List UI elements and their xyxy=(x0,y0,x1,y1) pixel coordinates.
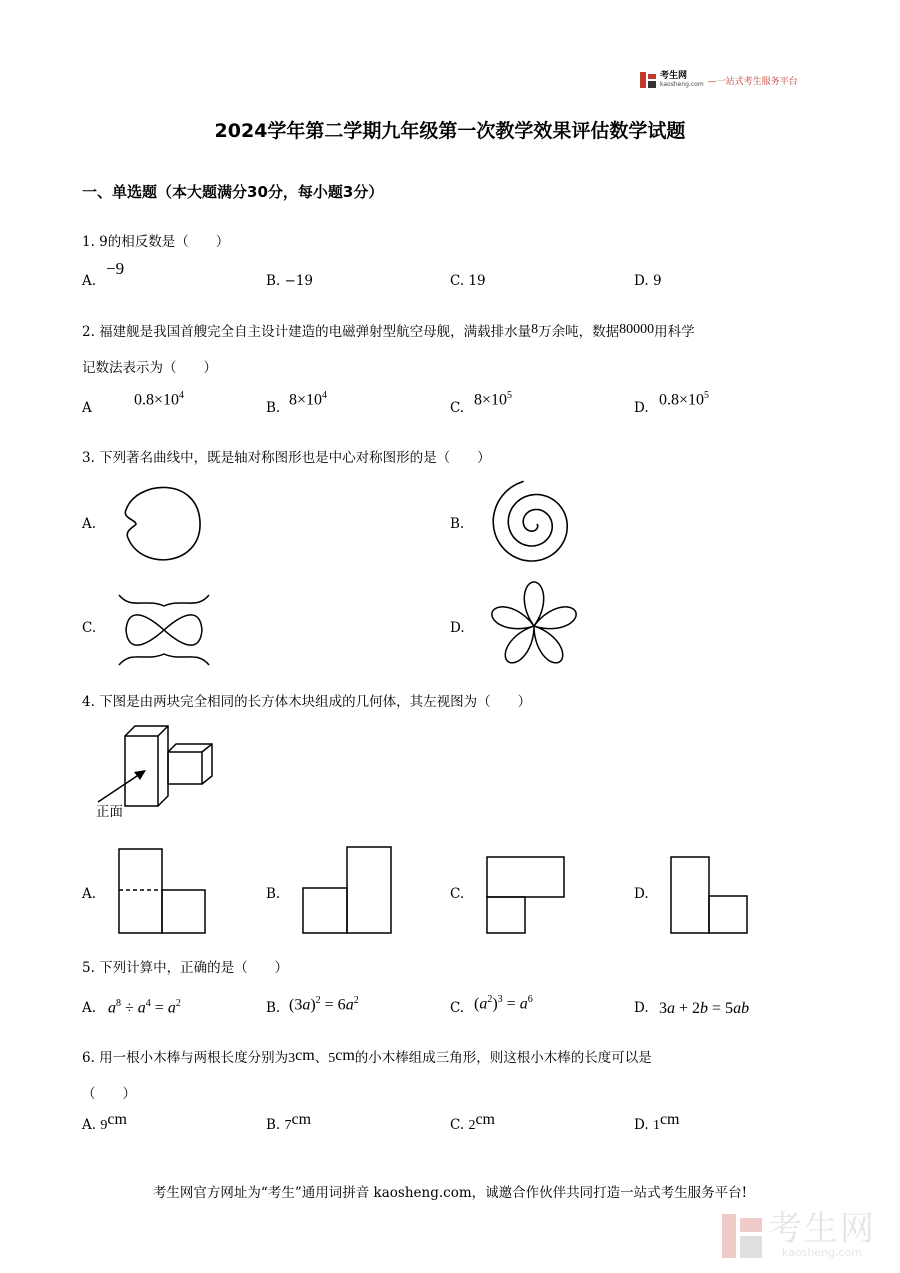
q4-option-d-figure xyxy=(670,856,750,936)
q2-option-a-label: A xyxy=(82,400,92,416)
q2-option-b-value: $8\times 10^4$ xyxy=(289,390,328,409)
q3-flower-figure xyxy=(486,580,582,672)
q2-option-d-value: $0.8\times 10^5$ xyxy=(659,390,710,409)
q4-option-b-figure xyxy=(302,846,394,936)
brand-text xyxy=(660,72,704,88)
q3-spiral-figure xyxy=(486,478,582,570)
q4-option-a-label: A. xyxy=(82,886,97,902)
q2-option-a-value: $0.8\times 10^4$ xyxy=(134,390,185,409)
q3-stem: 3. 下列著名曲线中，既是轴对称图形也是中心对称图形的是（ ） xyxy=(82,450,491,466)
q5-stem: 5. 下列计算中，正确的是（ ） xyxy=(82,960,289,976)
watermark xyxy=(722,1209,876,1259)
q1-option-d: D. 9 xyxy=(634,273,662,289)
q6-option-d: D. 1cm xyxy=(634,1111,680,1133)
q4-option-d-label: D. xyxy=(634,886,649,902)
q5-option-d-expr: 3a + 2b = 5ab xyxy=(659,1000,750,1017)
q4-option-a-figure xyxy=(118,848,208,936)
q5-option-a-expr: $a^8 \div a^4 = a^2$ xyxy=(108,998,181,1017)
q5-option-c-expr: $(a^2)^3 = a^6$ xyxy=(474,994,533,1013)
q4-front-label: 正面 xyxy=(96,804,123,820)
q4-option-b-label: B. xyxy=(266,886,281,902)
watermark-text xyxy=(768,1209,876,1259)
q4-option-c-figure xyxy=(486,856,566,936)
footer-notice: 考生网官方网址为“考生”通用词拼音 kaosheng.com，诚邀合作伙伴共同打造一站式考生服务平台! xyxy=(152,1185,748,1201)
q6-stem-line2: （ ） xyxy=(82,1086,136,1102)
q1-option-b: B. −19 xyxy=(266,273,314,289)
q2-option-d-label: D. xyxy=(634,400,649,416)
q3-cardioid-figure xyxy=(118,480,208,570)
watermark-name: 考生网 xyxy=(768,1209,876,1249)
q1-option-c: C. 19 xyxy=(450,273,486,289)
page-title: 2024学年第二学期九年级第一次教学效果评估数学试题 xyxy=(214,120,686,142)
q3-lemniscate-figure xyxy=(116,592,212,668)
q4-stem: 4. 下图是由两块完全相同的长方体木块组成的几何体，其左视图为（ ） xyxy=(82,694,532,710)
q6-option-c: C. 2cm xyxy=(450,1111,495,1133)
brand-domain: kaosheng.com xyxy=(660,81,704,88)
brand-slogan: —一站式考生服务平台 xyxy=(707,76,798,87)
q2-option-c-value: $8\times 10^5$ xyxy=(474,390,513,409)
q5-option-b-label: B. xyxy=(266,1000,281,1016)
q3-option-c-label: C. xyxy=(82,620,97,636)
q5-option-d-label: D. xyxy=(634,1000,649,1016)
q1-option-a-value: −9 xyxy=(106,259,125,278)
q2-stem-line2: 记数法表示为（ ） xyxy=(82,360,217,376)
brand-name: 考生网 xyxy=(660,71,688,81)
q1-option-a-label: A. xyxy=(82,273,97,289)
q6-option-a: A. 9cm xyxy=(82,1111,127,1133)
q2-option-b-label: B. xyxy=(266,400,281,416)
q6-stem-line1: 6. 用一根小木棒与两根长度分别为3cm、5cm的小木棒组成三角形，则这根小木棒的长度可以是 xyxy=(82,1047,652,1066)
q2-option-c-label: C. xyxy=(450,400,465,416)
watermark-logo-icon xyxy=(722,1214,762,1258)
q4-option-c-label: C. xyxy=(450,886,465,902)
q5-option-a-label: A. xyxy=(82,1000,97,1016)
q6-option-b: B. 7cm xyxy=(266,1111,312,1133)
watermark-domain: kaosheng.com xyxy=(781,1246,863,1259)
section-heading: 一、单选题（本大题满分30分，每小题3分） xyxy=(82,183,384,201)
q3-option-a-label: A. xyxy=(82,516,97,532)
q2-stem-line1: 2. 福建舰是我国首艘完全自主设计建造的电磁弹射型航空母舰，满载排水量8万余吨，数据80000用科学 xyxy=(82,322,695,340)
q3-option-b-label: B. xyxy=(450,516,465,532)
q5-option-b-expr: $(3a)^2 = 6a^2$ xyxy=(289,995,359,1014)
header-logo xyxy=(640,72,798,88)
q3-option-d-label: D. xyxy=(450,620,465,636)
brand-logo-icon xyxy=(640,72,656,88)
q1-stem: 1. 9的相反数是（ ） xyxy=(82,234,230,250)
q5-option-c-label: C. xyxy=(450,1000,465,1016)
